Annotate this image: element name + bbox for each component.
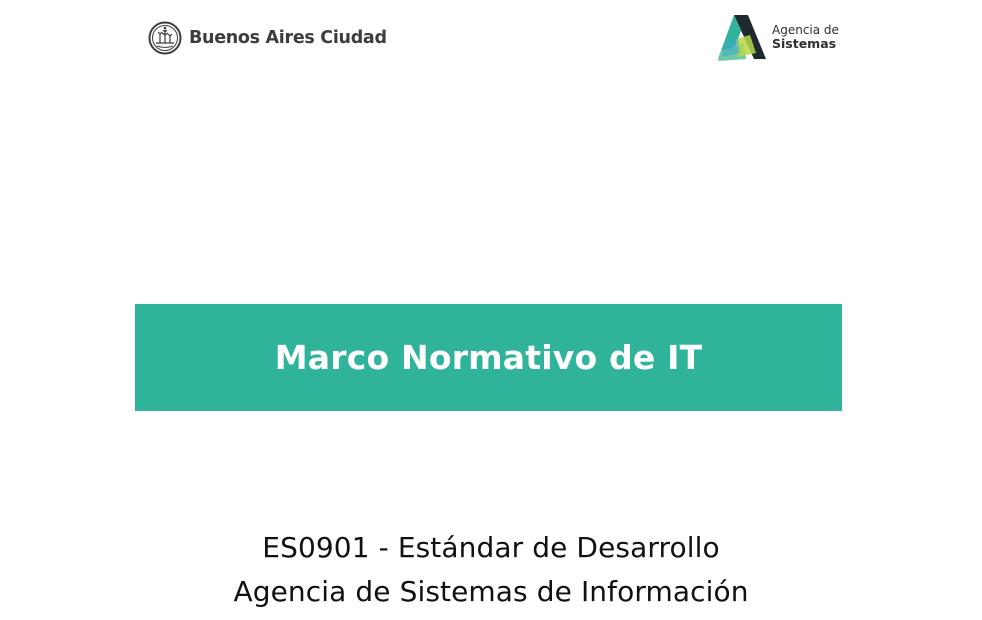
buenos-aires-seal-icon [148,21,182,55]
document-code-title: ES0901 - Estándar de Desarrollo [262,531,720,564]
buenos-aires-logo-text: Buenos Aires Ciudad [189,28,387,48]
agencia-logo-line1: Agencia de [772,23,839,37]
agencia-logo-line2: Sistemas [772,36,837,51]
agencia-sistemas-logo [716,13,839,63]
buenos-aires-logo [148,16,387,60]
banner-title: Marco Normativo de IT [274,338,703,377]
title-banner [135,304,842,411]
document-organization: Agencia de Sistemas de Información [233,575,749,608]
agencia-sistemas-logo-text [772,23,839,51]
agencia-sistemas-triangle-icon [716,13,768,63]
